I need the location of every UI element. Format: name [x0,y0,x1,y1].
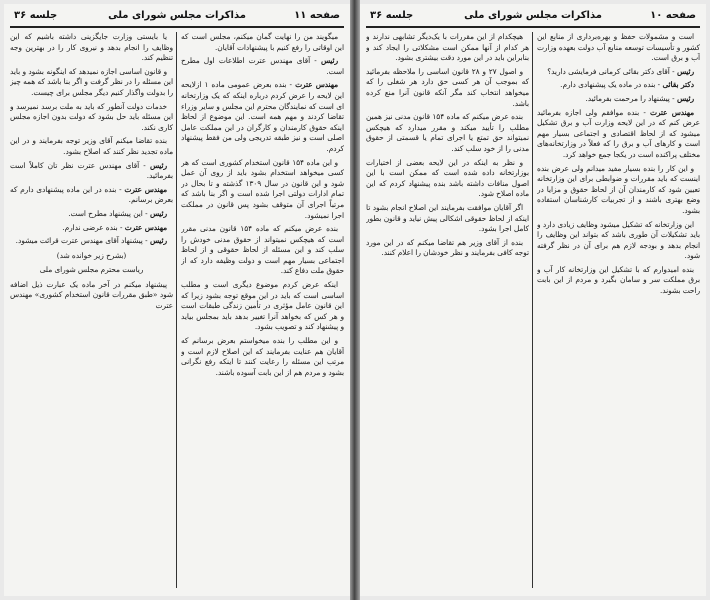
body-paragraph: یا بایستی وزارت جایگزینی داشته باشیم که این وظایف را انجام بدهد و نیروی کار را در بهترین وجه تنظیم کند. [10,32,173,63]
speaker-name: مهندس عترت [124,222,167,232]
body-paragraph: بنده از آقای وزیر هم تقاضا میکنم که در این مورد توجه کافی بفرمایند و نظر خودشان را اعلام کنند. [366,237,529,258]
speaker-paragraph: مهندس عترت - بنده بعرض عمومی ماده ۱ ازلایحه این لایحه را عرض کردم درباره اینکه که یک وزارتخانه ای است که نمایندگان محترم این مجلس و سایر وزراء تقاضا کردند و مهم همه است. این موضوع از لحاظ اینکه حقوق کارمندان و کارگران در این مملکت عامل اصلی است و نیز طبقه تدریجی ولی من فقط پیشنهاد کردم. [181,80,344,153]
speaker-paragraph: رئیس - آقای مهندس عترت نظر تان کاملاً است بفرمائید. [10,160,173,181]
body-paragraph: بنده تقاضا میکنم آقای وزیر توجه بفرمایند و در این ماده تجدید نظر کنند که اصلاح بشود. [10,136,173,156]
body-paragraph: این وزارتخانه که تشکیل میشود وظایف زیادی دارد و باید تشکیلات آن طوری باشد که بتواند این وظایف را انجام بدهد و بودجه لازم هم برای آن در نظر گرفته شود. [537,219,700,261]
column-left [366,32,529,590]
speaker-paragraph: مهندس عترت - بنده موافقم ولی اجازه بفرمائید عرض کنم که در این لایحه وزارت آب و برق تشکیل میشود که از لحاظ اقتصادی و اجتماعی بسیار مهم است و کارهای آب و برق را که فعلاً در وزارتخانه‌های مختلف پراکنده است در یکجا جمع خواهد کرد. [537,107,700,159]
page-number: صفحه ۱۰ [650,10,696,21]
body-paragraph: و نظر به اینکه در این لایحه بعضی از اختیارات بوزارتخانه داده شده است که ممکن است با این اصول منافات داشته باشد بنده پیشنهاد کردم که این ماده اصلاح شود. [366,157,529,199]
speaker-name: رئیس [320,56,338,66]
column-left [10,32,173,590]
column-right [181,32,344,590]
speech-text: بنده در این ماده پیشنهادی دارم که بعرض برسانم. [10,184,173,205]
speech-text: بنده بعرض عمومی ماده ۱ ازلایحه این لایحه را عرض کردم درباره اینکه که یک وزارتخانه ای است که نمایندگان محترم این مجلس و سایر وزراء تقاضا کردند و مهم همه است. این موضوع از لحاظ اینکه حقوق کارمندان و کارگران در این مملکت عامل اصلی است و نیز طبقه تدریجی ولی من فقط پیشنهاد کردم. [181,80,344,153]
session-label: جلسه ۳۶ [370,10,414,21]
speech-text: پیشنهاد آقای مهندس عترت قرائت میشود. [15,236,143,246]
body-paragraph: خدمات دولت آنطور که باید به ملت برسد نمیرسد و این مسئله باید حل بشود که دولت بدون اجازه مجلس کاری نکند. [10,101,173,132]
body-paragraph: میگویند من را نهایت گمان میکنم، مجلس است که این اوقاتی را رفع کنیم با پیشنهادات آقایان. [181,32,344,52]
speaker-paragraph: رئیس - آقای دکتر بقائی کرمانی فرمایشی دارید؟ [547,66,694,76]
body-paragraph: پیشنهاد میکنم در آخر ماده یک عبارت ذیل اضافه شود «طبق مقررات قانون استخدام کشوری» مهندس عترت [10,279,173,311]
page-title: مذاکرات مجلس شورای ملی [108,10,246,21]
column-right [537,32,700,590]
body-paragraph: است و مشمولات حفظ و بهره‌برداری از منابع این کشور و تأسیسات توسعه منابع آب دولت بعهده وزارت آب و برق است. [537,32,700,63]
speaker-name: رئیس [676,66,694,76]
body-paragraph: و اصول ۲۷ و ۲۸ قانون اساسی را ملاحظه بفرمائید که بموجب آن هر کسی حق دارد هر شغلی را که میخواهد انتخاب کند مگر آنکه قانون آنرا منع کرده باشد. [366,66,529,108]
body-paragraph: هیچکدام از این مقررات با یک‌دیگر تشابهی ندارند و هر کدام از آنها ممکن است مشکلاتی را ایجاد کند و بنابراین باید در این مورد دقت بیشتری بشود. [366,32,529,63]
column-divider [176,32,177,588]
speaker-name: رئیس [149,208,167,218]
body-paragraph: و این کار را بنده بسیار مفید میدانم ولی عرض بنده اینست که باید مقررات و ضوابطی برای این وزارتخانه تعیین شود که کارمندان آن از لحاظ حقوق و مزایا در وضع بهتری باشند و از تجربیات کارشناسان استفاده بشود. [537,163,700,215]
speech-text: این پیشنهاد مطرح است. [68,208,143,218]
speech-text: بنده عرضی ندارم. [62,222,118,232]
body-paragraph: و قانون اساسی اجازه نمیدهد که اینگونه بشود و باید این مسئله را در نظر گرفت و اگر بنا باشد که همه چیز را بدولت واگذار کنیم دیگر مجلس برای چیست. [10,66,173,97]
body-paragraph: بنده امیدوارم که با تشکیل این وزارتخانه کار آب و برق مملکت سر و سامان بگیرد و مردم از این بابت راحت بشوند. [537,264,700,296]
page-number: صفحه ۱۱ [294,10,340,21]
speech-text: بنده موافقم ولی اجازه بفرمائید عرض کنم که در این لایحه وزارت آب و برق تشکیل میشود که از لحاظ اقتصادی و اجتماعی بسیار مهم است و کارهای آب و برق را که فعلاً در وزارتخانه‌های مختلف پراکنده است در یکجا جمع خواهد کرد. [537,107,700,159]
page-header [366,8,700,28]
speech-text: آقای مهندس عترت نظر تان کاملاً است بفرمائید. [10,160,173,181]
speaker-paragraph: رئیس - این پیشنهاد مطرح است. [68,208,167,218]
speaker-name: مهندس عترت [295,80,339,90]
session-label: جلسه ۳۶ [14,10,58,21]
speaker-paragraph: رئیس - آقای مهندس عترت اطلاعات اول مطرح است. [181,56,344,76]
centered-line: ریاست محترم مجلس شورای ملی [39,265,144,275]
speech-text: آقای مهندس عترت اطلاعات اول مطرح است. [181,56,344,76]
speaker-paragraph: مهندس عترت - بنده عرضی ندارم. [62,222,167,232]
speaker-name: دکتر بقائی [662,80,694,90]
page-title: مذاکرات مجلس شورای ملی [464,10,602,21]
speech-text: بنده در ماده یک پیشنهادی دارم. [560,80,656,90]
page-right [360,4,706,596]
page-header [10,8,344,28]
book-gutter [350,0,360,600]
body-paragraph: و این مطلب را بنده میخواستم بعرض برسانم که آقایان هم عنایت بفرمایند که این اصلاح لازم است و مرتب این مسئله را رعایت کنند تا اینکه رفع نگرانی بشود و مردم هم از این بابت آسوده باشند. [181,336,344,377]
speaker-paragraph: دکتر بقائی - بنده در ماده یک پیشنهادی دارم. [560,80,694,90]
speech-text: پیشنهاد را مرحمت بفرمائید. [585,93,670,103]
speaker-paragraph: مهندس عترت - بنده در این ماده پیشنهادی دارم که بعرض برسانم. [10,184,173,205]
column-divider [532,32,533,588]
speaker-name: رئیس [149,160,167,170]
speaker-name: مهندس عترت [124,184,168,194]
speaker-paragraph: رئیس - پیشنهاد را مرحمت بفرمائید. [585,93,694,103]
speaker-paragraph: رئیس - پیشنهاد آقای مهندس عترت قرائت میشود. [15,236,167,246]
body-paragraph: بنده عرض میکنم که ماده ۱۵۴ قانون مدنی نیز همین مطلب را تأیید میکند و مقرر میدارد که هیچکس نمیتواند حق تمتع یا اجرای تمام یا قسمتی از حقوق مدنی را از خود سلب کند. [366,112,529,153]
speech-text: آقای دکتر بقائی کرمانی فرمایشی دارید؟ [547,66,670,76]
body-paragraph: و این ماده ۱۵۴ قانون استخدام کشوری است که هر کسی میخواهد استخدام بشود باید از روی آن عمل شود و این قانون در سال ۱۳۰۹ گذشته و تا بحال در تمام ادارات دولتی اجرا شده است و اگر بنا باشد که مرتباً اجرای آن متوقف بشود پس قانون در مملکت اجرا نمیشود. [181,157,344,220]
speaker-name: رئیس [149,236,167,246]
body-paragraph: اینکه عرض کردم موضوع دیگری است و مطلب اساسی است که باید در این موقع توجه بشود زیرا که این قانون عامل مؤثری در تأمین زندگی طبقات است و هر کس که بخواهد آنرا تغییر بدهد باید بمجلس بیاید و پیشنهاد کند و تصویب بشود. [181,280,344,332]
speaker-name: مهندس عترت [649,107,694,117]
body-paragraph: بنده عرض میکنم که ماده ۱۵۴ قانون مدنی مقرر است که هیچکس نمیتواند از حقوق مدنی خودش را سلب کند و این مسئله از لحاظ حقوقی و از لحاظ اجتماعی بسیار مهم است و دولت وظیفه دارد که از حقوق ملت دفاع کند. [181,224,344,276]
body-paragraph: اگر آقایان موافقت بفرمایند این اصلاح انجام بشود تا اینکه از لحاظ حقوقی اشکالی پیش نیاید و قانون بطور کامل اجرا بشود. [366,202,529,234]
page-left [4,4,350,596]
speaker-name: رئیس [676,93,694,103]
centered-line: (بشرح زیر خوانده شد) [56,250,127,260]
